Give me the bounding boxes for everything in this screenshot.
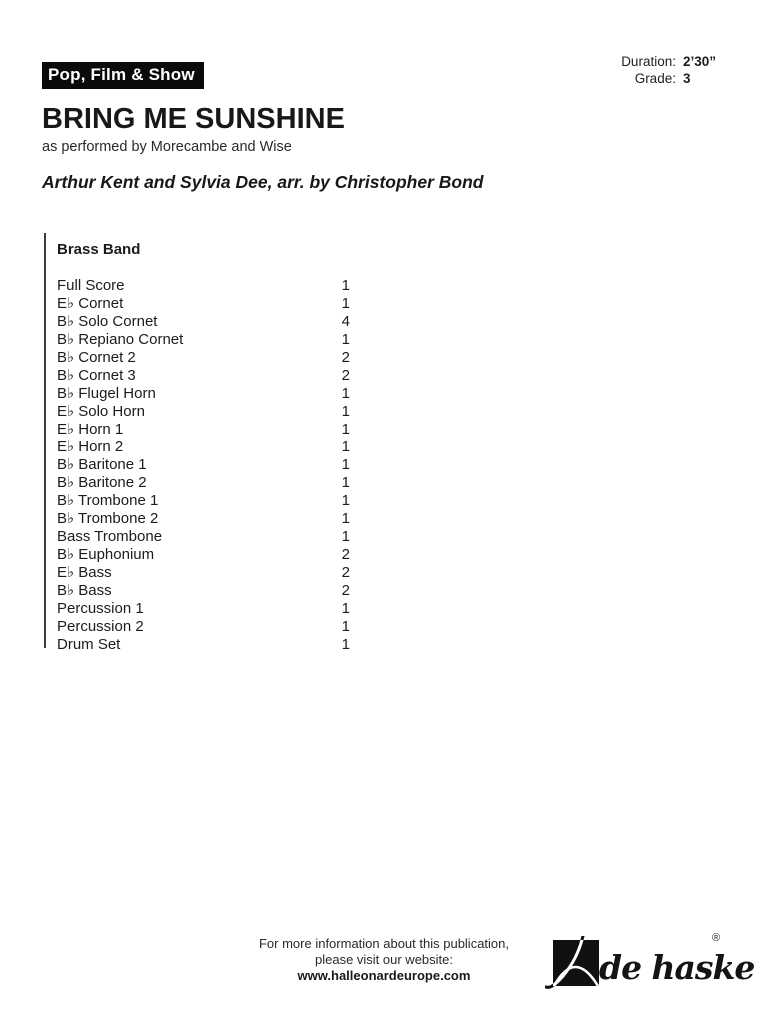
part-name: B♭ Cornet 2	[57, 348, 136, 366]
part-name: Percussion 1	[57, 599, 144, 617]
footer-line-2: please visit our website:	[314, 952, 453, 967]
part-name: Bass Trombone	[57, 528, 163, 546]
part-quantity: 2	[341, 564, 350, 581]
instrument-row	[57, 456, 350, 474]
instrument-row	[57, 510, 350, 528]
de-haske-logo-icon	[545, 936, 607, 994]
instrument-row	[57, 474, 350, 492]
publisher-website[interactable]: www.halleonardeurope.com	[297, 968, 471, 983]
part-quantity: 1	[341, 384, 350, 402]
instrument-row	[57, 367, 350, 385]
composer-arranger-credits: Arthur Kent and Sylvia Dee, arr. by Christopher Bond	[42, 172, 484, 192]
part-name: E♭ Bass	[57, 564, 112, 581]
part-quantity: 1	[341, 402, 350, 420]
category-badge: Pop, Film & Show	[42, 62, 204, 89]
part-quantity: 1	[341, 456, 350, 474]
instrument-row	[57, 403, 350, 421]
part-name: B♭ Repiano Cornet	[57, 330, 184, 348]
part-quantity: 1	[341, 635, 350, 653]
part-quantity: 1	[341, 617, 350, 635]
instrument-row	[57, 349, 350, 367]
part-name: B♭ Flugel Horn	[57, 384, 156, 402]
instrument-row	[57, 313, 350, 331]
instrumentation-rule	[44, 233, 46, 648]
part-name: E♭ Horn 2	[57, 438, 124, 456]
part-name: B♭ Trombone 2	[57, 510, 159, 528]
publisher-logo-text: de haske	[599, 948, 755, 987]
part-name: B♭ Solo Cornet	[57, 312, 158, 330]
part-quantity: 2	[341, 581, 350, 599]
part-quantity: 1	[341, 294, 350, 312]
part-quantity: 2	[341, 546, 350, 564]
part-name: E♭ Solo Horn	[57, 402, 145, 420]
part-quantity: 1	[341, 599, 350, 617]
instrument-row	[57, 618, 350, 636]
part-name: E♭ Horn 1	[57, 420, 124, 438]
part-name: B♭ Baritone 2	[57, 474, 147, 492]
part-name: B♭ Baritone 1	[57, 456, 147, 474]
part-name: B♭ Bass	[57, 581, 112, 599]
registered-trademark-icon: ®	[712, 932, 721, 944]
instrument-row	[57, 564, 350, 582]
instrumentation-section-title: Brass Band	[57, 241, 141, 258]
instrument-row	[57, 277, 350, 295]
instrument-row	[57, 582, 350, 600]
part-name: Percussion 2	[57, 617, 144, 635]
part-quantity: 1	[341, 420, 350, 438]
part-quantity: 1	[341, 330, 350, 348]
part-quantity: 1	[341, 510, 350, 528]
part-quantity: 4	[341, 312, 350, 330]
footer-line-1: For more information about this publication,	[258, 936, 509, 951]
part-name: B♭ Trombone 1	[57, 492, 159, 510]
part-name: B♭ Euphonium	[57, 546, 155, 564]
part-quantity: 1	[341, 438, 350, 456]
instrument-row	[57, 438, 350, 456]
duration-label: Duration:	[621, 54, 676, 69]
duration-grade-block	[621, 53, 716, 87]
part-quantity: 1	[341, 277, 350, 294]
grade-label: Grade:	[634, 71, 676, 86]
part-quantity: 2	[341, 366, 350, 384]
instrument-row	[57, 385, 350, 403]
instrument-row	[57, 295, 350, 313]
spacer	[57, 260, 350, 277]
part-name: E♭ Cornet	[57, 294, 124, 312]
instrument-row	[57, 546, 350, 564]
page-subtitle: as performed by Morecambe and Wise	[42, 139, 292, 155]
part-quantity: 2	[341, 348, 350, 366]
instrument-row	[57, 528, 350, 546]
part-quantity: 1	[341, 528, 350, 546]
instrumentation-list	[57, 241, 350, 654]
instrument-row	[57, 636, 350, 654]
part-name: Drum Set	[57, 635, 121, 653]
part-quantity: 1	[341, 474, 350, 492]
duration-value: 2’30”	[682, 54, 716, 69]
instrument-row	[57, 421, 350, 439]
instrumentation-rows	[57, 277, 350, 654]
instrument-row	[57, 600, 350, 618]
page-title: BRING ME SUNSHINE	[42, 103, 345, 135]
part-name: B♭ Cornet 3	[57, 366, 136, 384]
instrument-row	[57, 492, 350, 510]
part-quantity: 1	[341, 492, 350, 510]
grade-value: 3	[682, 71, 691, 86]
instrument-row	[57, 331, 350, 349]
part-name: Full Score	[57, 277, 125, 294]
